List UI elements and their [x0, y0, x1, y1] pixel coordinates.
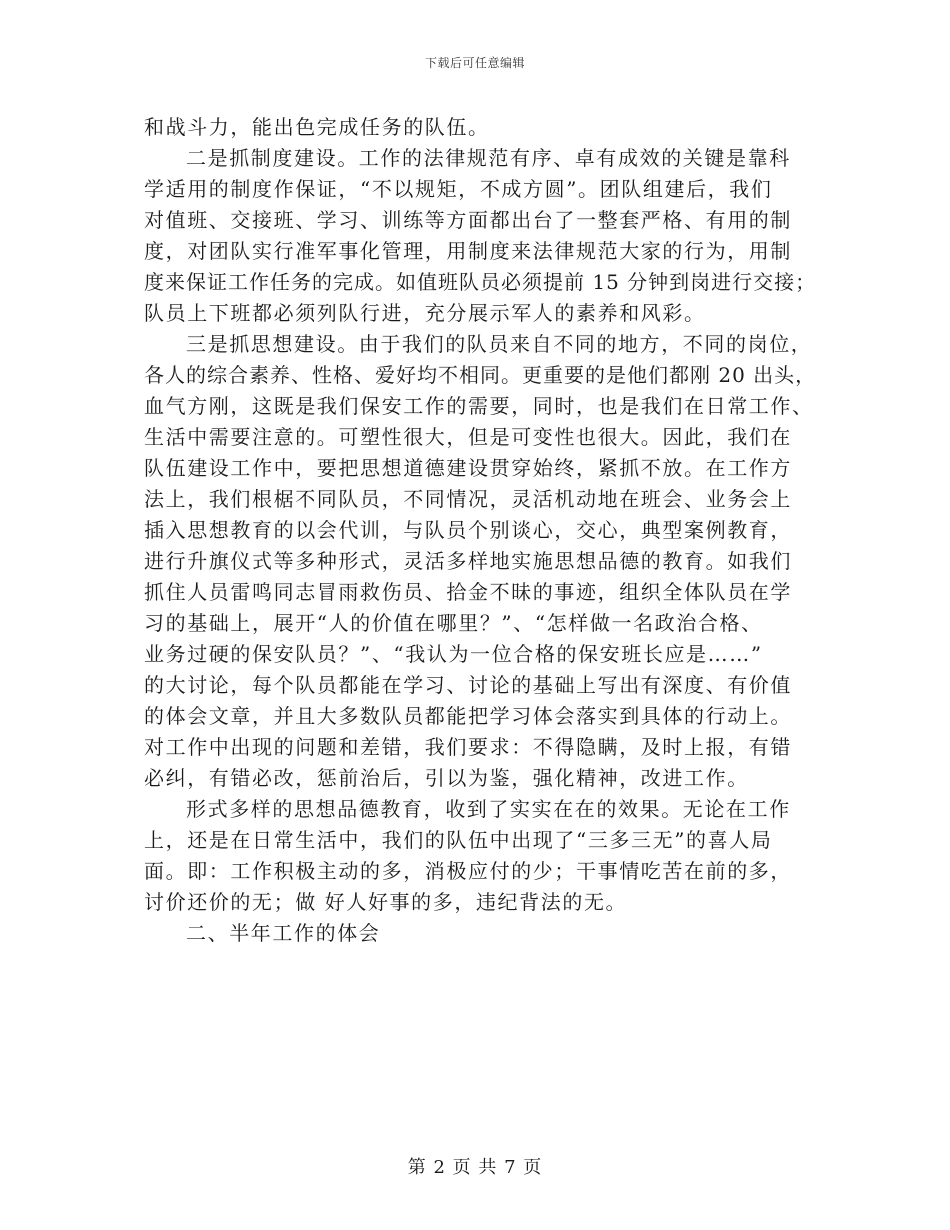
text-line: 必纠，有错必改，惩前治后，引以为鉴，强化精神，改进工作。 — [144, 766, 749, 790]
text-line: 学适用的制度作保证，“不以规矩，不成方圆”。团队组建后，我们 — [144, 177, 773, 201]
text-line: 对值班、交接班、学习、训练等方面都出台了一整套严格、有用的制 — [144, 208, 792, 232]
text-line: 面。即：工作积极主动的多，消极应付的少；干事情吃苦在前的多， — [144, 859, 792, 883]
text-line: 度来保证工作任务的完成。如值班队员必须提前 15 分钟到岗进行交接； — [144, 270, 817, 294]
text-line: 血气方刚，这既是我们保安工作的需要，同时，也是我们在日常工作、 — [144, 394, 814, 418]
text-line: 形式多样的思想品德教育，收到了实实在在的效果。无论在工作 — [186, 797, 791, 821]
footer-prefix: 第 — [407, 1157, 427, 1178]
text-line: 法上，我们根椐不同队员，不同情况，灵活机动地在班会、业务会上 — [144, 487, 792, 511]
footer-middle: 页 共 — [452, 1157, 498, 1178]
text-line: 和战斗力，能出色完成任务的队伍。 — [144, 115, 490, 139]
text-line: 队员上下班都必须列队行进，充分展示军人的素养和风彩。 — [144, 301, 706, 325]
text-line: 抓住人员雷鸣同志冒雨救伤员、拾金不昧的事迹，组织全体队员在学 — [144, 580, 792, 604]
text-line: 讨价还价的无；做 好人好事的多，违纪背法的无。 — [144, 890, 628, 914]
text-line: 的大讨论，每个队员都能在学习、讨论的基础上写出有深度、有价值 — [144, 673, 792, 697]
footer-total-pages: 7 — [504, 1157, 517, 1178]
text-line: 上，还是在日常生活中，我们的队伍中出现了“三多三无”的喜人局 — [144, 828, 773, 852]
text-line: 习的基础上，展开“人的价值在哪里？”、“怎样做一名政治合格、 — [144, 611, 763, 635]
text-line: 的体会文章，并且大多数队员都能把学习体会落实到具体的行动上。 — [144, 704, 792, 728]
text-line: 二是抓制度建设。工作的法律规范有序、卓有成效的关键是靠科 — [186, 146, 791, 170]
footer-current-page: 2 — [433, 1157, 446, 1178]
text-line: 二、半年工作的体会 — [186, 921, 381, 945]
text-line: 对工作中出现的问题和差错，我们要求：不得隐瞒，及时上报，有错 — [144, 735, 792, 759]
text-line: 插入思想教育的以会代训，与队员个别谈心，交心，典型案例教育， — [144, 518, 792, 542]
text-line: 度，对团队实行准军事化管理，用制度来法律规范大家的行为，用制 — [144, 239, 792, 263]
text-line: 生活中需要注意的。可塑性很大，但是可变性也很大。因此，我们在 — [144, 425, 792, 449]
document-body — [144, 112, 819, 949]
text-line: 业务过硬的保安队员？”、“我认为一位合格的保安班长应是……” — [144, 642, 763, 666]
page-header: 下载后可任意编辑 — [424, 56, 525, 70]
text-line: 三是抓思想建设。由于我们的队员来自不同的地方，不同的岗位， — [186, 332, 813, 356]
text-line: 队伍建设工作中，要把思想道德建设贯穿始终，紧抓不放。在工作方 — [144, 456, 792, 480]
text-line: 进行升旗仪式等多种形式，灵活多样地实施思想品德的教育。如我们 — [144, 549, 792, 573]
text-line: 各人的综合素养、性格、爱好均不相同。更重要的是他们都刚 20 出头， — [144, 363, 817, 387]
page-footer — [0, 1153, 950, 1179]
footer-suffix: 页 — [523, 1157, 543, 1178]
